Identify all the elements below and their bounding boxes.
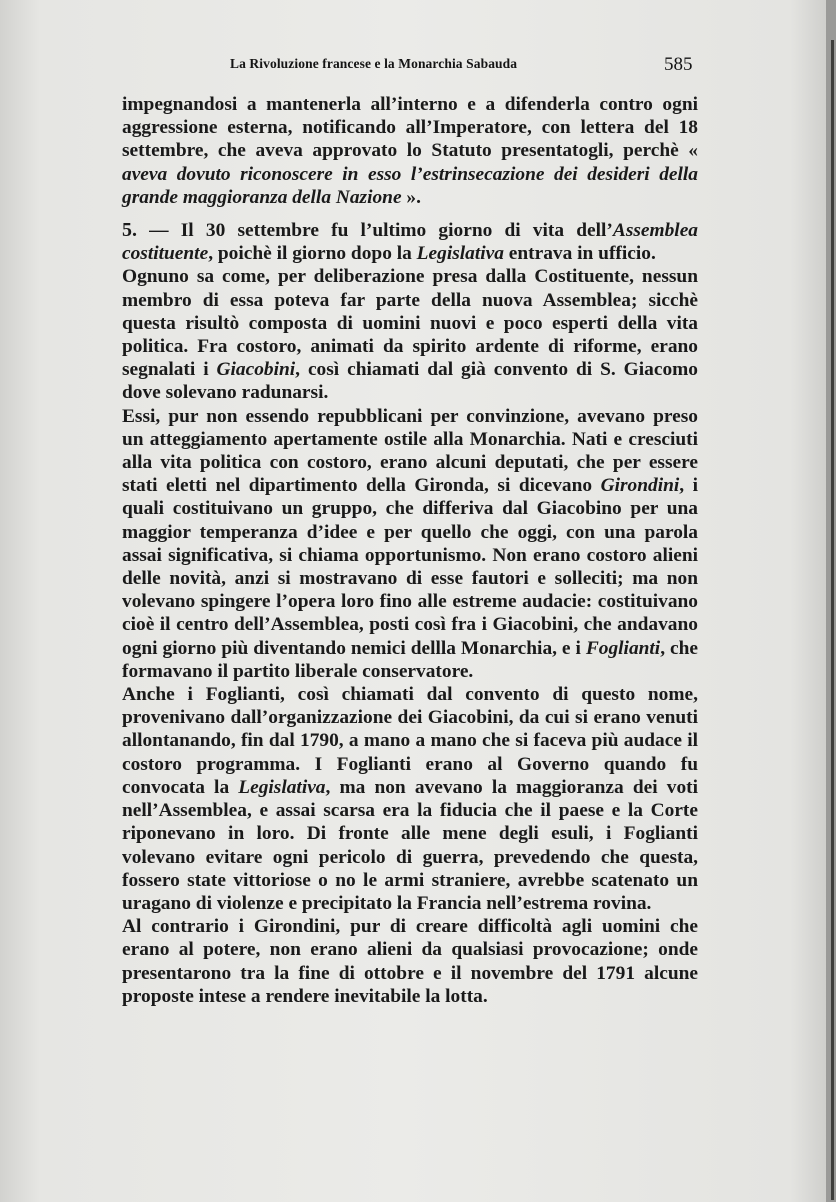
paragraph-1 (122, 93, 698, 209)
paragraph-3 (122, 265, 698, 404)
p3-text-b: , così chiamati dal già convento di S. Giacomo dove solevano radunarsi. (122, 359, 698, 404)
p2-text-a: — Il 30 settembre fu l’ultimo giorno di vita dell’ (137, 220, 613, 242)
p5-text-a: Anche i Foglianti, così chiamati dal convento di questo nome, provenivano dall’organizzazione dei Giacobini, da cui si erano venuti allontanando, fin dal 1790, a mano a mano che si faceva più audace il costoro programma. I Foglianti erano al Governo quando fu convocata la (122, 684, 698, 798)
p2-text-c: entrava in ufficio. (503, 243, 656, 265)
p4-text-b: , i quali costituivano un gruppo, che differiva dal Giacobino per una maggior temperanza d’idee e per quello che oggi, con una parola assai significativa, si chiama opportunismo. Non erano costoro alieni delle novità, anzi si mostravano di esse fautori e solleciti; ma non volevano spingere l’opera loro fino alle estreme audacie: costituivano cioè il centro dell’Assemblea, posti così fra i Giacobini, che andavano ogni giorno più diventando nemici dellla Monarchia, e i (122, 475, 698, 659)
page-header (0, 54, 826, 78)
running-title: La Rivoluzione francese e la Monarchia Sabauda (230, 56, 518, 71)
p3-term-giacobini: Giacobini (216, 359, 296, 381)
body-text (122, 93, 698, 1008)
p4-text-a: Essi, pur non essendo repubblicani per convinzione, avevano preso un atteggiamento apertamente ostile alla Monarchia. Nati e cresciuti alla vita politica con costoro, erano alcuni deputati, che per essere stati eletti nel dipartimento della Gironda, si dicevano (122, 405, 698, 497)
paragraph-6 (122, 915, 698, 1008)
p4-term-foglianti: Foglianti (585, 637, 661, 659)
paragraph-4 (122, 405, 698, 683)
p1-quote: aveva dovuto riconoscere in esso l’estrinsecazione dei desideri della grande maggioranza della Nazione (122, 163, 698, 208)
section-gap (122, 209, 698, 219)
p1-end: ». (401, 186, 421, 208)
p4-term-girondini: Girondini (600, 475, 680, 497)
p6-text: Al contrario i Girondini, pur di creare difficoltà agli uomini che erano al potere, non erano alieni da qualsiasi provocazione; onde presentarono tra la fine di ottobre e il novembre del 1791 alcune proposte intese a rendere inevitabile la lotta. (122, 916, 698, 1007)
p5-term-legislativa: Legislativa (238, 776, 326, 798)
p5-text-b: , ma non avevano la maggioranza dei voti nell’Assemblea, e assai scarsa era la fiducia che il paese e la Corte riponevano in loro. Di fronte alle mene degli esuli, i Foglianti volevano evitare ogni pericolo di guerra, prevedendo che questa, fossero state vittoriose o no le armi straniere, avrebbe scatenato un uragano di violenze e precipitato la Francia nell’estrema rovina. (122, 776, 698, 914)
p3-text-a: Ognuno sa come, per deliberazione presa dalla Costituente, nessun membro di essa poteva far parte della nuova Assemblea; sicchè questa risultò composta di uomini nuovi e poco esperti della vita politica. Fra costoro, animati da spirito ardente di riforme, erano segnalati i (122, 266, 698, 381)
p2-term-legislativa: Legislativa (416, 243, 504, 265)
p1-text: impegnandosi a mantenerla all’interno e a difenderla contro ogni aggressione esterna, notificando all’Imperatore, con lettera del 18 settembre, che aveva approvato lo Statuto presentatogli, perchè « (122, 94, 698, 162)
p2-term-assemblea: Assemblea costituente (122, 220, 698, 265)
paragraph-2 (122, 219, 698, 265)
section-number: 5. (122, 219, 137, 242)
paragraph-5 (122, 683, 698, 915)
p2-text-b: , poichè il giorno dopo la (208, 243, 417, 265)
binding-line (831, 40, 834, 1200)
page-edge (826, 0, 836, 1202)
p4-text-c: , che formavano il partito liberale conservatore. (122, 637, 698, 682)
page-number: 585 (664, 54, 693, 75)
